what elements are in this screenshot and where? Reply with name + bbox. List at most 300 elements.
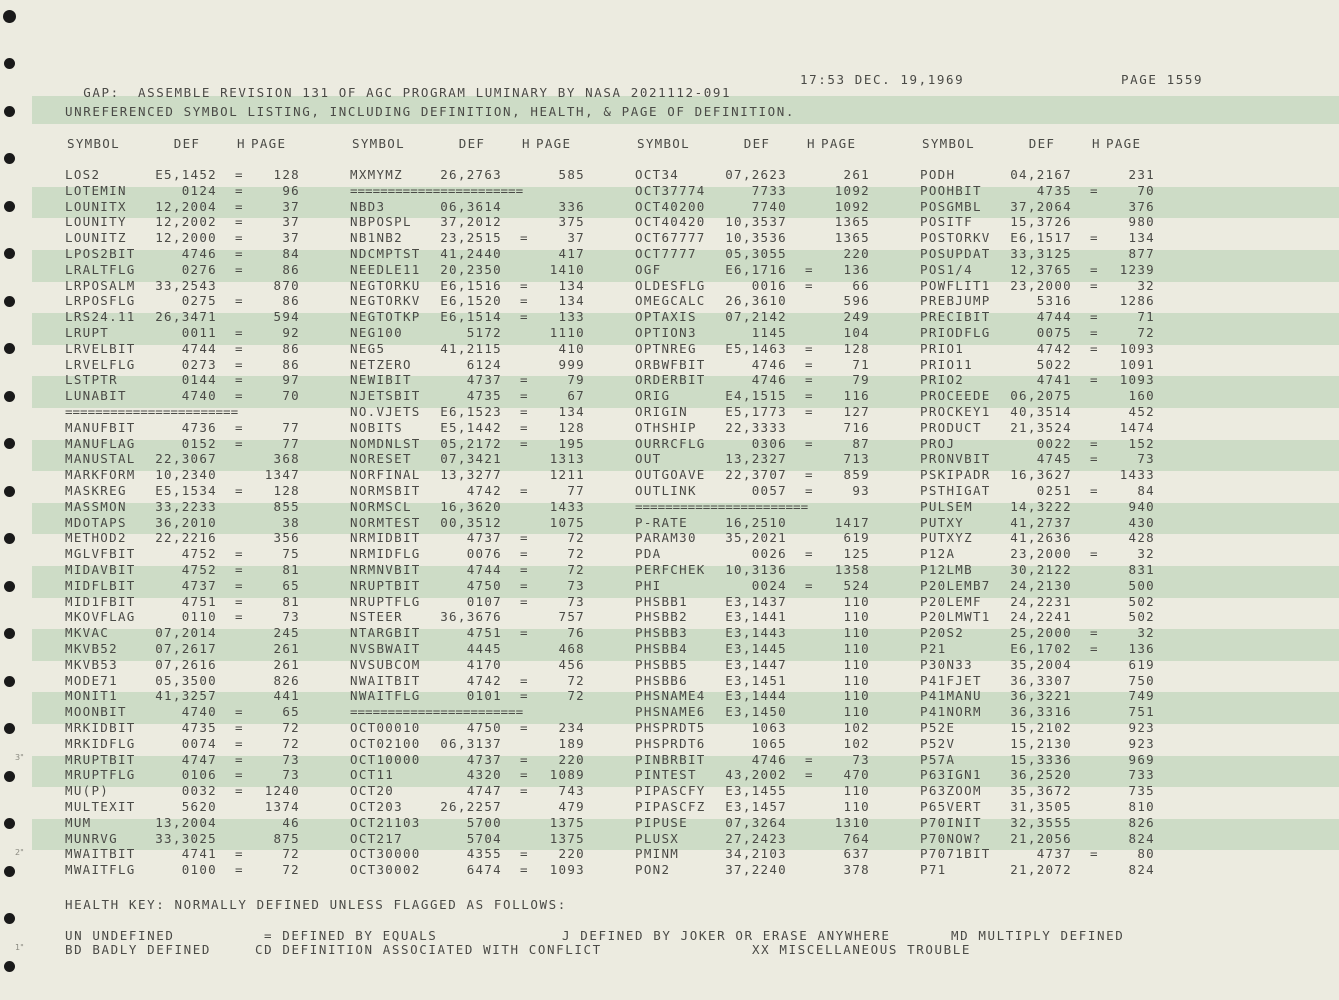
symbol-cell: OCT7777 (635, 246, 697, 261)
page-cell: 417 (558, 246, 585, 261)
symbol-cell: PREBJUMP (920, 293, 991, 309)
def-cell: 5022 (1036, 356, 1072, 372)
page-cell: 1417 (834, 514, 870, 530)
table-row (350, 404, 635, 420)
table-row (635, 451, 920, 467)
page-cell: 77 (282, 435, 300, 451)
symbol-cell: LRPOSALM (65, 277, 136, 293)
feed-hole (4, 628, 15, 639)
health-cell: = (235, 435, 244, 451)
health-cell: = (520, 625, 529, 641)
page-cell: 764 (843, 830, 870, 846)
health-cell: = (1090, 230, 1099, 246)
symbol-cell: LRUPT (65, 325, 110, 340)
def-cell: 13,2004 (155, 814, 217, 830)
table-row (635, 862, 920, 878)
listing-title: UNREFERENCED SYMBOL LISTING, INCLUDING DEFINITION, HEALTH, & PAGE OF DEFINITION. (65, 104, 796, 119)
table-row (635, 657, 920, 673)
symbol-cell: PHSPRDT5 (635, 720, 706, 735)
health-cell: = (235, 182, 244, 198)
symbol-cell: PHSNAME6 (635, 704, 706, 720)
table-row (635, 767, 920, 783)
def-cell: 1145 (751, 325, 787, 340)
page-cell: 826 (1128, 814, 1155, 830)
table-row (65, 183, 350, 199)
symbol-cell: MANUSTAL (65, 451, 136, 467)
header-health: H (237, 136, 246, 151)
symbol-cell: MONIT1 (65, 688, 118, 704)
page-cell: 37 (282, 198, 300, 214)
def-cell: 26,3610 (725, 293, 787, 309)
symbol-cell: P41NORM (920, 704, 982, 720)
page-cell: 73 (1137, 451, 1155, 467)
table-row (635, 831, 920, 847)
symbol-cell: NRMIDFLG (350, 546, 421, 562)
symbol-cell: PARAM30 (635, 530, 697, 546)
symbol-cell: MIDAVBIT (65, 562, 136, 577)
symbol-cell: PODH (920, 167, 956, 182)
def-cell: 4745 (1036, 451, 1072, 467)
table-row (920, 341, 1205, 357)
symbol-cell: PHSBB3 (635, 625, 688, 641)
health-cell: = (520, 309, 529, 325)
def-cell: 24,2241 (1010, 609, 1072, 625)
page-cell: 502 (1128, 593, 1155, 609)
health-key-bd: BD BADLY DEFINED (65, 942, 212, 957)
def-cell: 10,2340 (155, 467, 217, 483)
table-row (635, 625, 920, 641)
page-cell: 524 (843, 577, 870, 593)
health-cell: = (235, 214, 244, 230)
page-cell: 134 (558, 404, 585, 419)
table-row (65, 720, 350, 736)
def-cell: 07,2623 (725, 167, 787, 182)
def-cell: 0076 (466, 546, 502, 562)
health-cell: = (235, 230, 244, 246)
def-cell: 12,2002 (155, 214, 217, 230)
symbol-cell: ORIGIN (635, 404, 688, 419)
page-cell: 110 (843, 641, 870, 656)
def-cell: 4750 (466, 577, 502, 593)
symbol-cell: NJETSBIT (350, 388, 421, 404)
page-cell: 46 (282, 814, 300, 830)
table-row (635, 357, 920, 373)
page-cell: 877 (1128, 246, 1155, 261)
def-cell: 12,2000 (155, 230, 217, 246)
feed-hole (4, 201, 15, 212)
page-cell: 70 (282, 388, 300, 404)
symbol-cell: NRUPTFLG (350, 593, 421, 609)
symbol-cell: MWAITFLG (65, 862, 136, 878)
def-cell: 4746 (181, 246, 217, 261)
table-row (920, 641, 1205, 657)
page-cell: 96 (282, 182, 300, 198)
health-cell: = (235, 246, 244, 261)
table-row (350, 530, 635, 546)
def-cell: 16,3627 (1010, 467, 1072, 483)
def-cell: 35,2021 (725, 530, 787, 546)
page-cell: 980 (1128, 214, 1155, 230)
feed-hole (4, 866, 15, 877)
def-cell: 41,2440 (440, 246, 502, 261)
def-cell: 16,2510 (725, 514, 787, 530)
table-row (635, 562, 920, 578)
table-row (920, 783, 1205, 799)
table-row (350, 167, 635, 183)
table-row (920, 673, 1205, 689)
symbol-cell: MOONBIT (65, 704, 127, 720)
page-cell: 735 (1128, 783, 1155, 799)
margin-mark-3: 3" (15, 753, 24, 762)
symbol-cell: LOS2 (65, 167, 101, 182)
health-cell: = (235, 293, 244, 309)
header-def: DEF (743, 136, 771, 151)
page-cell: 73 (282, 609, 300, 625)
page-cell: 502 (1128, 609, 1155, 625)
def-cell: 04,2167 (1010, 167, 1072, 182)
table-row (920, 815, 1205, 831)
table-row (65, 388, 350, 404)
def-cell: 4735 (1036, 182, 1072, 198)
def-cell: 0011 (181, 325, 217, 340)
page-cell: 220 (843, 246, 870, 261)
table-row (920, 436, 1205, 452)
symbol-cell: PRODUCT (920, 419, 982, 435)
page-cell: 249 (843, 309, 870, 325)
page-cell: 875 (273, 830, 300, 846)
feed-hole (4, 818, 15, 829)
table-row (350, 720, 635, 736)
header-symbol: SYMBOL (922, 136, 975, 151)
margin-mark-1: 1" (15, 943, 24, 952)
def-cell: 41,2636 (1010, 530, 1072, 546)
health-cell: = (520, 688, 529, 704)
feed-hole (4, 581, 15, 592)
health-cell: = (805, 577, 814, 593)
page-cell: 71 (1137, 309, 1155, 325)
symbol-cell: PON2 (635, 862, 671, 878)
page-cell: 1433 (549, 498, 585, 514)
table-row (635, 530, 920, 546)
page-cell: 86 (282, 356, 300, 372)
table-row (635, 483, 920, 499)
symbol-cell: OUTGOAVE (635, 467, 706, 483)
def-cell: 5172 (466, 325, 502, 340)
symbol-cell: P7071BIT (920, 846, 991, 862)
table-row (920, 483, 1205, 499)
table-row (920, 530, 1205, 546)
table-row (350, 673, 635, 689)
def-cell: 36,2010 (155, 514, 217, 530)
table-row (920, 230, 1205, 246)
symbol-cell: P70NOW? (920, 830, 982, 846)
table-row (65, 293, 350, 309)
health-cell: = (235, 735, 244, 751)
page-cell: 128 (273, 167, 300, 182)
def-cell: 4170 (466, 656, 502, 672)
table-row (920, 609, 1205, 625)
symbol-cell: NORMTEST (350, 514, 421, 530)
page-cell: 73 (852, 751, 870, 767)
symbol-cell: MASKREG (65, 483, 127, 498)
symbol-cell: MANUFBIT (65, 419, 136, 435)
health-cell: = (805, 340, 814, 356)
page-cell: 110 (843, 672, 870, 688)
def-cell: 4737 (181, 577, 217, 593)
symbol-cell: NORESET (350, 451, 412, 467)
health-cell: = (805, 372, 814, 388)
def-cell: 0026 (751, 546, 787, 562)
symbol-cell: P71 (920, 862, 947, 878)
page-cell: 1075 (549, 514, 585, 530)
symbol-cell: MUM (65, 814, 92, 830)
symbol-cell: MRUPTBIT (65, 751, 136, 767)
def-cell: 25,2000 (1010, 625, 1072, 641)
page-cell: 1093 (549, 862, 585, 878)
def-cell: 5704 (466, 830, 502, 846)
page-cell: 73 (282, 767, 300, 783)
def-cell: E5,1442 (440, 419, 502, 435)
symbol-cell: MXMYMZ (350, 167, 403, 182)
page-cell: 72 (1137, 325, 1155, 340)
symbol-cell: OPTION3 (635, 325, 697, 340)
page-cell: 72 (282, 862, 300, 878)
health-key-cd: CD DEFINITION ASSOCIATED WITH CONFLICT (255, 942, 602, 957)
symbol-cell: NEGTORKV (350, 293, 421, 309)
health-cell: = (520, 846, 529, 862)
health-cell: = (235, 704, 244, 720)
separator: ======================= (350, 182, 524, 198)
table-row (635, 799, 920, 815)
table-row (920, 752, 1205, 768)
def-cell: E5,1452 (155, 167, 217, 182)
health-key-joker: J DEFINED BY JOKER OR ERASE ANYWHERE (562, 928, 891, 943)
header-page: PAGE 1559 (1121, 72, 1204, 87)
page-cell: 428 (1128, 530, 1155, 546)
table-row (350, 862, 635, 878)
page-cell: 104 (843, 325, 870, 340)
def-cell: 0144 (181, 372, 217, 388)
table-row (635, 594, 920, 610)
page-cell: 72 (282, 846, 300, 862)
table-row (350, 688, 635, 704)
symbol-cell: MODE71 (65, 672, 118, 688)
symbol-cell: PLUSX (635, 830, 680, 846)
symbol-cell: OCT20 (350, 783, 395, 799)
def-cell: 4742 (466, 483, 502, 498)
table-row (635, 752, 920, 768)
page-cell: 245 (273, 625, 300, 641)
table-row (65, 262, 350, 278)
page-cell: 940 (1128, 498, 1155, 514)
def-cell: 36,3307 (1010, 672, 1072, 688)
page-cell: 356 (273, 530, 300, 546)
def-cell: 0276 (181, 261, 217, 277)
page-cell: 1093 (1119, 340, 1155, 356)
health-cell: = (520, 672, 529, 688)
health-cell: = (1090, 340, 1099, 356)
table-row (65, 214, 350, 230)
def-cell: 41,2737 (1010, 514, 1072, 530)
table-row (65, 420, 350, 436)
health-cell: = (1090, 641, 1099, 656)
feed-hole (4, 771, 15, 782)
health-cell: = (1090, 435, 1099, 451)
page-cell: 81 (282, 562, 300, 577)
page-cell: 220 (558, 751, 585, 767)
page-cell: 234 (558, 720, 585, 735)
page-cell: 128 (843, 340, 870, 356)
symbol-cell: P70INIT (920, 814, 982, 830)
table-row (350, 641, 635, 657)
page-cell: 585 (558, 167, 585, 182)
health-cell: = (520, 483, 529, 498)
table-row (635, 293, 920, 309)
page-cell: 441 (273, 688, 300, 704)
health-cell: = (805, 404, 814, 419)
table-row (350, 388, 635, 404)
health-cell: = (520, 593, 529, 609)
page-cell: 79 (852, 372, 870, 388)
table-row (635, 372, 920, 388)
health-cell: = (1090, 309, 1099, 325)
symbol-cell: MKVB52 (65, 641, 118, 656)
symbol-cell: PDA (635, 546, 662, 562)
def-cell: 4752 (181, 562, 217, 577)
health-cell: = (235, 167, 244, 182)
table-row (65, 799, 350, 815)
symbol-cell: OGF (635, 261, 662, 277)
health-cell: = (805, 388, 814, 404)
page-cell: 71 (852, 356, 870, 372)
health-cell: = (235, 198, 244, 214)
page-cell: 1240 (264, 783, 300, 799)
page-cell: 84 (282, 246, 300, 261)
page-cell: 67 (567, 388, 585, 404)
table-row (920, 262, 1205, 278)
page-cell: 452 (1128, 404, 1155, 419)
symbol-cell: PULSEM (920, 498, 973, 514)
page-cell: 923 (1128, 735, 1155, 751)
page-cell: 93 (852, 483, 870, 498)
page-cell: 1092 (834, 182, 870, 198)
def-cell: 20,2350 (440, 261, 502, 277)
def-cell: 5700 (466, 814, 502, 830)
health-cell: = (805, 435, 814, 451)
symbol-cell: OCT30000 (350, 846, 421, 862)
table-row (65, 357, 350, 373)
page-cell: 81 (282, 593, 300, 609)
separator-row (350, 704, 635, 720)
table-row (920, 167, 1205, 183)
table-row (635, 230, 920, 246)
def-cell: 27,2423 (725, 830, 787, 846)
def-cell: 6474 (466, 862, 502, 878)
def-cell: 07,2142 (725, 309, 787, 325)
def-cell: 10,3536 (725, 230, 787, 246)
table-row (65, 515, 350, 531)
table-row (65, 562, 350, 578)
def-cell: 21,2056 (1010, 830, 1072, 846)
def-cell: E3,1443 (725, 625, 787, 641)
symbol-cell: NORMSCL (350, 498, 412, 514)
symbol-cell: MWAITBIT (65, 846, 136, 862)
symbol-cell: PHSBB4 (635, 641, 688, 656)
page-cell: 1365 (834, 230, 870, 246)
def-cell: 06,2075 (1010, 388, 1072, 404)
def-cell: E6,1514 (440, 309, 502, 325)
def-cell: 41,3257 (155, 688, 217, 704)
def-cell: E5,1534 (155, 483, 217, 498)
def-cell: 0022 (1036, 435, 1072, 451)
page-cell: 468 (558, 641, 585, 656)
page-cell: 134 (558, 277, 585, 293)
health-cell: = (805, 467, 814, 483)
symbol-cell: PIPUSE (635, 814, 688, 830)
table-row (350, 420, 635, 436)
table-row (350, 625, 635, 641)
def-cell: 7733 (751, 182, 787, 198)
health-cell: = (520, 783, 529, 799)
def-cell: 0032 (181, 783, 217, 799)
page-cell: 1089 (549, 767, 585, 783)
page-cell: 231 (1128, 167, 1155, 182)
header-symbol: SYMBOL (637, 136, 690, 151)
health-cell: = (235, 419, 244, 435)
table-row (920, 278, 1205, 294)
table-row (350, 451, 635, 467)
def-cell: 4746 (751, 356, 787, 372)
health-cell: = (805, 546, 814, 562)
page-cell: 66 (852, 277, 870, 293)
header-page-col: PAGE (536, 136, 572, 151)
page-cell: 87 (852, 435, 870, 451)
table-row (920, 594, 1205, 610)
health-cell: = (235, 562, 244, 577)
def-cell: 26,2257 (440, 799, 502, 814)
page-cell: 72 (567, 562, 585, 577)
def-cell: 21,2072 (1010, 862, 1072, 878)
def-cell: 4740 (181, 704, 217, 720)
symbol-cell: PHSNAME4 (635, 688, 706, 704)
page-cell: 72 (567, 530, 585, 546)
table-row (350, 736, 635, 752)
symbol-cell: NRMIDBIT (350, 530, 421, 546)
table-row (65, 451, 350, 467)
def-cell: 0100 (181, 862, 217, 878)
page-cell: 65 (282, 577, 300, 593)
def-cell: 4737 (466, 751, 502, 767)
page-cell: 751 (1128, 704, 1155, 720)
symbol-cell: P57A (920, 751, 956, 767)
page-cell: 110 (843, 783, 870, 799)
def-cell: 4750 (466, 720, 502, 735)
page-cell: 134 (1128, 230, 1155, 246)
def-cell: 5316 (1036, 293, 1072, 309)
feed-hole (4, 106, 15, 117)
symbol-cell: POSUPDAT (920, 246, 991, 261)
page-cell: 102 (843, 735, 870, 751)
feed-hole (4, 913, 15, 924)
def-cell: 07,2014 (155, 625, 217, 641)
symbol-cell: MRUPTFLG (65, 767, 136, 783)
symbol-cell: NEEDLE11 (350, 261, 421, 277)
health-cell: = (235, 593, 244, 609)
def-cell: 07,2616 (155, 656, 217, 672)
table-row (65, 246, 350, 262)
def-cell: 33,3125 (1010, 246, 1072, 261)
def-cell: 4735 (181, 720, 217, 735)
